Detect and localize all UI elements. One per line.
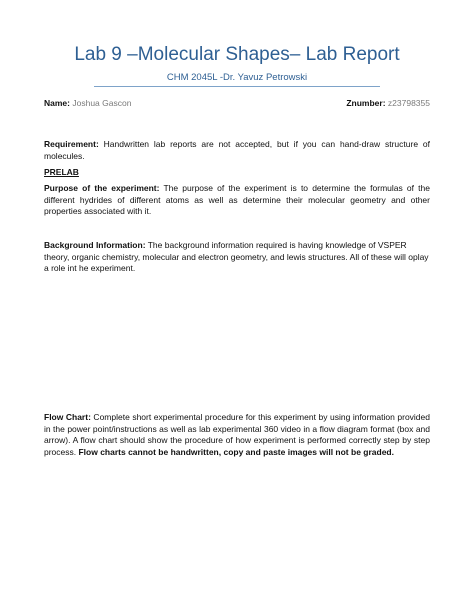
requirement-label: Requirement: [44, 139, 99, 149]
flowchart-warning: Flow charts cannot be handwritten, copy and paste images will not be graded. [76, 446, 394, 457]
course-subtitle: CHM 2045L -Dr. Yavuz Petrowski [166, 72, 308, 83]
flowchart-text: Complete short experimental procedure for this experiment by using information provided in the power point/instructions as well as lab experimental 360 video in a flow diagram format (box and arrow). A flow chart should show the procedure of how experiment is performed correctly step by step process. [44, 412, 430, 457]
flowchart-label: Flow Chart: [44, 412, 91, 422]
znumber-label: Znumber: [346, 98, 386, 108]
background-text: The background information required is having knowledge of VSPER theory, organic chemistry, molecular and electron geometry, and lewis structures. All of these will oplay a role int he experiment. [44, 240, 429, 274]
prelab-heading: PRELAB [44, 167, 79, 177]
znumber-value: z23798355 [387, 98, 430, 108]
requirement-text: Handwritten lab reports are not accepted, but if you can hand-draw structure of molecules. [44, 139, 430, 161]
purpose-label: Purpose of the experiment: [44, 183, 160, 193]
student-name [44, 98, 131, 108]
background-paragraph [44, 240, 430, 275]
purpose-text: The purpose of the experiment is to determine the formulas of the different hydrides of different atoms as well as determine their molecular geometry and other properties associated with it. [44, 183, 430, 217]
purpose-paragraph [44, 183, 430, 218]
document-title: Lab 9 –Molecular Shapes– Lab Report [74, 44, 400, 65]
title-divider [94, 86, 380, 87]
student-znumber [346, 98, 430, 108]
name-value: Joshua Gascon [72, 98, 132, 108]
background-label: Background Information: [44, 240, 146, 250]
flowchart-paragraph [44, 412, 430, 458]
name-label: Name: [44, 98, 70, 108]
requirement-paragraph [44, 139, 430, 162]
student-info-row [44, 98, 430, 108]
